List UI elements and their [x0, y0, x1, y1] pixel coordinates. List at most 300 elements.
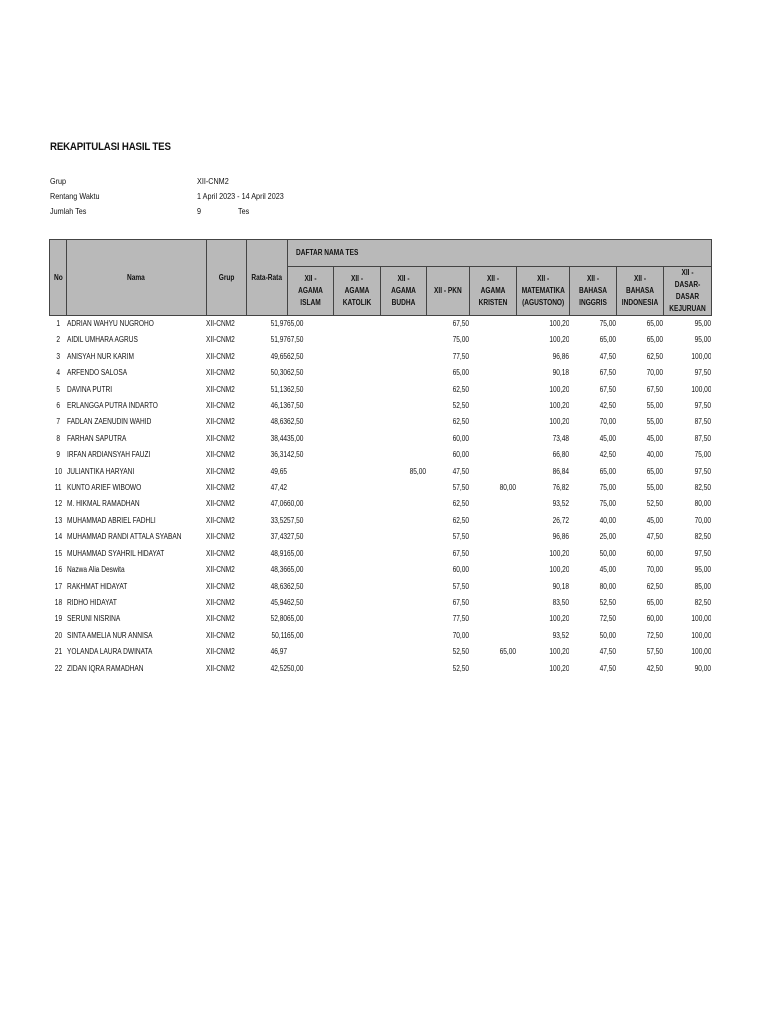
cell-bahasa-indonesia: 55,00: [646, 417, 664, 427]
cell-agama-kristen: [469, 349, 516, 365]
cell-agama-islam: 42,50: [287, 450, 304, 460]
cell-matematika: 100,20: [549, 565, 570, 575]
cell-grup: XII-CNM2: [206, 384, 235, 394]
cell-bahasa-indonesia: 45,00: [646, 515, 664, 525]
cell-agama-islam: 65,00: [287, 565, 304, 575]
cell-dasar-kejuruan: 95,00: [694, 319, 712, 328]
cell-rata: 36,31: [270, 450, 288, 460]
cell-rata: 48,63: [270, 581, 288, 591]
cell-agama-kristen: [469, 513, 516, 529]
cell-no: 21: [54, 647, 62, 657]
cell-grup: XII-CNM2: [206, 614, 235, 624]
table-row: [50, 480, 712, 496]
cell-agama-islam: 62,50: [287, 597, 304, 607]
cell-nama: FADLAN ZAENUDIN WAHID: [66, 417, 151, 427]
cell-dasar-kejuruan: 80,00: [694, 499, 712, 509]
cell-bahasa-indonesia: 65,00: [646, 335, 664, 345]
cell-agama-kristen: [469, 611, 516, 627]
cell-nama: RAKHMAT HIDAYAT: [66, 581, 127, 591]
cell-bahasa-inggris: 25,00: [599, 532, 617, 542]
cell-dasar-kejuruan: 97,50: [694, 466, 712, 476]
cell-pkn: 62,50: [452, 515, 470, 525]
cell-bahasa-indonesia: 52,50: [646, 499, 664, 509]
cell-agama-katolik: [333, 480, 380, 496]
cell-rata: 48,63: [270, 417, 288, 427]
table-row: [50, 431, 712, 447]
cell-no: 3: [56, 351, 60, 361]
cell-agama-islam: 67,50: [287, 401, 304, 411]
cell-pkn: 57,50: [452, 581, 470, 591]
cell-grup: XII-CNM2: [206, 565, 235, 575]
cell-bahasa-inggris: 65,00: [599, 335, 617, 345]
cell-dasar-kejuruan: 100,00: [691, 647, 712, 657]
cell-agama-kristen: [469, 562, 516, 578]
cell-agama-islam: 62,50: [287, 384, 304, 394]
cell-agama-budha: [380, 382, 426, 398]
cell-grup: XII-CNM2: [206, 597, 235, 607]
cell-agama-katolik: [333, 382, 380, 398]
table-row: [50, 628, 712, 644]
cell-matematika: 93,52: [552, 630, 570, 640]
cell-matematika: 26,72: [552, 515, 570, 525]
cell-nama: IRFAN ARDIANSYAH FAUZI: [66, 450, 150, 460]
cell-agama-kristen: [469, 529, 516, 545]
jumlah-label: Jumlah Tes: [50, 206, 87, 216]
cell-pkn: 70,00: [452, 630, 470, 640]
cell-no: 13: [54, 515, 62, 525]
table-row: [50, 611, 712, 627]
cell-agama-katolik: [333, 349, 380, 365]
cell-agama-kristen: [469, 661, 516, 677]
col-header-subject: XII - AGAMA BUDHA: [380, 267, 426, 316]
col-header-daftar: DAFTAR NAMA TES: [287, 240, 711, 267]
rentang-label: Rentang Waktu: [50, 191, 100, 201]
cell-bahasa-inggris: 75,00: [599, 319, 617, 328]
cell-rata: 51,13: [270, 384, 288, 394]
cell-agama-kristen: 80,00: [499, 483, 517, 493]
cell-rata: 47,06: [270, 499, 288, 509]
cell-nama: SERUNI NISRINA: [66, 614, 120, 624]
cell-no: 12: [54, 499, 62, 509]
table-row: [50, 447, 712, 463]
cell-agama-budha: [380, 316, 426, 333]
cell-pkn: 52,50: [452, 663, 470, 673]
cell-dasar-kejuruan: 82,50: [694, 532, 712, 542]
cell-agama-kristen: [469, 579, 516, 595]
cell-bahasa-indonesia: 62,50: [646, 351, 664, 361]
rentang-value: 1 April 2023 - 14 April 2023: [197, 191, 284, 201]
table-row: [50, 349, 712, 365]
cell-grup: XII-CNM2: [206, 548, 235, 558]
cell-rata: 46,97: [270, 647, 288, 657]
cell-agama-kristen: [469, 382, 516, 398]
table-row: [50, 365, 712, 381]
cell-grup: XII-CNM2: [206, 499, 235, 509]
cell-agama-katolik: [333, 398, 380, 414]
cell-agama-islam: 57,50: [287, 515, 304, 525]
col-header-subject: XII - AGAMA ISLAM: [287, 267, 333, 316]
cell-agama-kristen: 65,00: [499, 647, 517, 657]
cell-grup: XII-CNM2: [206, 581, 235, 591]
cell-bahasa-inggris: 72,50: [599, 614, 617, 624]
cell-agama-katolik: [333, 628, 380, 644]
cell-bahasa-indonesia: 60,00: [646, 614, 664, 624]
cell-grup: XII-CNM2: [206, 450, 235, 460]
cell-agama-katolik: [333, 464, 380, 480]
cell-no: 19: [54, 614, 62, 624]
cell-agama-budha: [380, 644, 426, 660]
cell-agama-budha: [380, 480, 426, 496]
cell-no: 5: [56, 384, 60, 394]
cell-agama-budha: 85,00: [409, 466, 427, 476]
cell-agama-kristen: [469, 496, 516, 512]
cell-bahasa-indonesia: 57,50: [646, 647, 664, 657]
cell-agama-budha: [380, 661, 426, 677]
cell-pkn: 57,50: [452, 483, 470, 493]
cell-agama-islam: 67,50: [287, 335, 304, 345]
cell-agama-islam: [287, 464, 333, 480]
cell-agama-budha: [380, 447, 426, 463]
cell-dasar-kejuruan: 100,00: [691, 630, 712, 640]
cell-no: 18: [54, 597, 62, 607]
cell-bahasa-indonesia: 62,50: [646, 581, 664, 591]
cell-bahasa-inggris: 50,00: [599, 630, 617, 640]
cell-agama-islam: 62,50: [287, 368, 304, 378]
cell-dasar-kejuruan: 82,50: [694, 483, 712, 493]
cell-grup: XII-CNM2: [206, 335, 235, 345]
cell-agama-katolik: [333, 316, 380, 333]
jumlah-value: 9: [197, 206, 202, 216]
cell-agama-kristen: [469, 464, 516, 480]
cell-agama-katolik: [333, 611, 380, 627]
cell-dasar-kejuruan: 100,00: [691, 351, 712, 361]
cell-agama-budha: [380, 529, 426, 545]
report-title: REKAPITULASI HASIL TES: [50, 141, 171, 153]
cell-matematika: 90,18: [552, 581, 570, 591]
cell-dasar-kejuruan: 97,50: [694, 368, 712, 378]
cell-nama: KUNTO ARIEF WIBOWO: [66, 483, 141, 493]
cell-bahasa-inggris: 40,00: [599, 515, 617, 525]
cell-grup: XII-CNM2: [206, 368, 235, 378]
table-row: [50, 382, 712, 398]
table-row: [50, 529, 712, 545]
cell-matematika: 100,20: [549, 417, 570, 427]
cell-bahasa-inggris: 42,50: [599, 450, 617, 460]
table-row: [50, 644, 712, 660]
cell-bahasa-inggris: 52,50: [599, 597, 617, 607]
col-header-rata: Rata-Rata: [246, 240, 287, 316]
cell-pkn: 52,50: [452, 647, 470, 657]
cell-no: 7: [56, 417, 60, 427]
cell-matematika: 100,20: [549, 614, 570, 624]
cell-bahasa-inggris: 75,00: [599, 483, 617, 493]
col-header-grup: Grup: [206, 240, 246, 316]
cell-agama-budha: [380, 398, 426, 414]
cell-pkn: 57,50: [452, 532, 470, 542]
cell-agama-katolik: [333, 431, 380, 447]
cell-agama-kristen: [469, 332, 516, 348]
cell-bahasa-indonesia: 60,00: [646, 548, 664, 558]
cell-dasar-kejuruan: 85,00: [694, 581, 712, 591]
cell-dasar-kejuruan: 100,00: [691, 614, 712, 624]
cell-bahasa-inggris: 45,00: [599, 433, 617, 443]
cell-bahasa-inggris: 80,00: [599, 581, 617, 591]
cell-bahasa-indonesia: 70,00: [646, 368, 664, 378]
cell-nama: MUHAMMAD RANDI ATTALA SYABAN: [66, 532, 181, 542]
cell-matematika: 66,80: [552, 450, 570, 460]
cell-no: 16: [54, 565, 62, 575]
cell-no: 22: [54, 663, 62, 673]
cell-grup: XII-CNM2: [206, 417, 235, 427]
cell-agama-katolik: [333, 661, 380, 677]
cell-bahasa-inggris: 45,00: [599, 565, 617, 575]
col-header-subject: XII - AGAMA KRISTEN: [469, 267, 516, 316]
cell-agama-budha: [380, 365, 426, 381]
cell-nama: FARHAN SAPUTRA: [66, 433, 126, 443]
grup-label: Grup: [50, 176, 67, 186]
cell-rata: 50,30: [270, 368, 288, 378]
cell-dasar-kejuruan: 82,50: [694, 597, 712, 607]
cell-no: 15: [54, 548, 62, 558]
col-header-subject: XII - DASAR-DASAR KEJURUAN: [663, 267, 711, 316]
cell-bahasa-indonesia: 45,00: [646, 433, 664, 443]
cell-grup: XII-CNM2: [206, 663, 235, 673]
cell-agama-katolik: [333, 562, 380, 578]
cell-no: 4: [56, 368, 60, 378]
cell-dasar-kejuruan: 75,00: [694, 450, 712, 460]
cell-grup: XII-CNM2: [206, 515, 235, 525]
cell-bahasa-indonesia: 42,50: [646, 663, 664, 673]
col-header-no: No: [50, 240, 67, 316]
table-row: [50, 579, 712, 595]
cell-dasar-kejuruan: 100,00: [691, 384, 712, 394]
cell-nama: MUHAMMAD ABRIEL FADHLI: [66, 515, 156, 525]
cell-agama-budha: [380, 431, 426, 447]
table-row: [50, 661, 712, 677]
cell-agama-islam: 65,00: [287, 548, 304, 558]
table-row: [50, 316, 712, 333]
cell-rata: 48,91: [270, 548, 288, 558]
table-row: [50, 595, 712, 611]
cell-agama-kristen: [469, 431, 516, 447]
cell-agama-budha: [380, 546, 426, 562]
cell-no: 20: [54, 630, 62, 640]
cell-matematika: 93,52: [552, 499, 570, 509]
cell-grup: XII-CNM2: [206, 319, 235, 328]
cell-agama-budha: [380, 513, 426, 529]
cell-grup: XII-CNM2: [206, 647, 235, 657]
cell-agama-kristen: [469, 447, 516, 463]
cell-no: 14: [54, 532, 62, 542]
cell-agama-islam: 62,50: [287, 581, 304, 591]
cell-agama-kristen: [469, 546, 516, 562]
col-header-nama: Nama: [67, 240, 207, 316]
cell-bahasa-indonesia: 65,00: [646, 466, 664, 476]
cell-agama-budha: [380, 628, 426, 644]
cell-agama-kristen: [469, 628, 516, 644]
cell-dasar-kejuruan: 87,50: [694, 417, 712, 427]
cell-agama-budha: [380, 579, 426, 595]
cell-agama-islam: 65,00: [287, 319, 304, 328]
cell-nama: MUHAMMAD SYAHRIL HIDAYAT: [66, 548, 164, 558]
table-row: [50, 414, 712, 430]
cell-matematika: 96,86: [552, 532, 570, 542]
cell-agama-budha: [380, 349, 426, 365]
cell-matematika: 100,20: [549, 335, 570, 345]
cell-agama-islam: 50,00: [287, 663, 304, 673]
cell-grup: XII-CNM2: [206, 401, 235, 411]
cell-grup: XII-CNM2: [206, 483, 235, 493]
cell-pkn: 67,50: [452, 548, 470, 558]
cell-nama: Nazwa Alia Deswita: [66, 565, 125, 575]
cell-no: 2: [56, 335, 60, 345]
cell-agama-islam: 60,00: [287, 499, 304, 509]
cell-nama: JULIANTIKA HARYANI: [66, 466, 134, 476]
col-header-subject: XII - BAHASA INGGRIS: [569, 267, 616, 316]
cell-agama-islam: 65,00: [287, 630, 304, 640]
cell-rata: 46,13: [270, 401, 288, 411]
cell-dasar-kejuruan: 95,00: [694, 335, 712, 345]
cell-pkn: 60,00: [452, 450, 470, 460]
cell-no: 8: [56, 433, 60, 443]
cell-bahasa-indonesia: 65,00: [646, 597, 664, 607]
table-row: [50, 562, 712, 578]
cell-nama: ARFENDO SALOSA: [66, 368, 127, 378]
cell-bahasa-indonesia: 65,00: [646, 319, 664, 328]
cell-bahasa-inggris: 47,50: [599, 351, 617, 361]
cell-pkn: 67,50: [452, 597, 470, 607]
cell-agama-kristen: [469, 398, 516, 414]
cell-nama: ERLANGGA PUTRA INDARTO: [66, 401, 158, 411]
cell-rata: 51,97: [270, 319, 288, 328]
cell-rata: 45,94: [270, 597, 288, 607]
cell-matematika: 100,20: [549, 401, 570, 411]
cell-rata: 48,36: [270, 565, 288, 575]
cell-rata: 49,65: [270, 351, 288, 361]
cell-no: 9: [56, 450, 60, 460]
cell-dasar-kejuruan: 95,00: [694, 565, 712, 575]
cell-nama: ANISYAH NUR KARIM: [66, 351, 134, 361]
cell-grup: XII-CNM2: [206, 433, 235, 443]
cell-nama: M. HIKMAL RAMADHAN: [66, 499, 140, 509]
cell-agama-budha: [380, 414, 426, 430]
cell-pkn: 67,50: [452, 319, 470, 328]
cell-agama-katolik: [333, 595, 380, 611]
cell-bahasa-indonesia: 55,00: [646, 401, 664, 411]
cell-agama-islam: [287, 644, 333, 660]
col-header-subject: XII - PKN: [426, 267, 469, 316]
table-row: [50, 496, 712, 512]
cell-rata: 51,97: [270, 335, 288, 345]
cell-dasar-kejuruan: 87,50: [694, 433, 712, 443]
col-header-subject: XII - BAHASA INDONESIA: [616, 267, 663, 316]
cell-rata: 52,80: [270, 614, 288, 624]
cell-matematika: 83,50: [552, 597, 570, 607]
cell-nama: ADRIAN WAHYU NUGROHO: [66, 319, 154, 328]
cell-bahasa-indonesia: 55,00: [646, 483, 664, 493]
cell-rata: 42,52: [270, 663, 288, 673]
table-row: [50, 546, 712, 562]
cell-agama-kristen: [469, 414, 516, 430]
cell-agama-islam: 27,50: [287, 532, 304, 542]
table-row: [50, 332, 712, 348]
cell-bahasa-inggris: 67,50: [599, 384, 617, 394]
cell-bahasa-indonesia: 40,00: [646, 450, 664, 460]
results-body: [50, 316, 712, 677]
cell-grup: XII-CNM2: [206, 630, 235, 640]
cell-no: 1: [56, 319, 60, 328]
cell-bahasa-inggris: 70,00: [599, 417, 617, 427]
cell-agama-islam: 65,00: [287, 614, 304, 624]
cell-rata: 38,44: [270, 433, 288, 443]
cell-bahasa-inggris: 50,00: [599, 548, 617, 558]
cell-pkn: 60,00: [452, 433, 470, 443]
cell-dasar-kejuruan: 97,50: [694, 548, 712, 558]
table-row: [50, 513, 712, 529]
cell-matematika: 100,20: [549, 647, 570, 657]
cell-pkn: 77,50: [452, 614, 470, 624]
cell-matematika: 100,20: [549, 663, 570, 673]
col-header-subject: XII - MATEMATIKA (AGUSTONO): [516, 267, 569, 316]
cell-bahasa-inggris: 65,00: [599, 466, 617, 476]
cell-rata: 37,43: [270, 532, 288, 542]
col-header-subject: XII - AGAMA KATOLIK: [333, 267, 380, 316]
cell-agama-kristen: [469, 316, 516, 333]
cell-nama: DAVINA PUTRI: [66, 384, 112, 394]
cell-agama-islam: 62,50: [287, 417, 304, 427]
cell-matematika: 76,82: [552, 483, 570, 493]
cell-nama: ZIDAN IQRA RAMADHAN: [66, 663, 144, 673]
cell-nama: SINTA AMELIA NUR ANNISA: [66, 630, 153, 640]
cell-grup: XII-CNM2: [206, 351, 235, 361]
cell-agama-budha: [380, 562, 426, 578]
cell-grup: XII-CNM2: [206, 466, 235, 476]
grup-value: XII-CNM2: [197, 176, 229, 186]
cell-pkn: 47,50: [452, 466, 470, 476]
cell-matematika: 100,20: [549, 384, 570, 394]
table-row: [50, 398, 712, 414]
table-row: [50, 464, 712, 480]
cell-matematika: 100,20: [549, 548, 570, 558]
cell-matematika: 86,84: [552, 466, 570, 476]
results-table: [49, 239, 712, 677]
cell-matematika: 96,86: [552, 351, 570, 361]
cell-agama-katolik: [333, 414, 380, 430]
cell-rata: 47,42: [270, 483, 288, 493]
cell-pkn: 65,00: [452, 368, 470, 378]
cell-agama-katolik: [333, 365, 380, 381]
cell-nama: AIDIL UMHARA AGRUS: [66, 335, 138, 345]
cell-agama-katolik: [333, 644, 380, 660]
cell-no: 11: [54, 483, 62, 493]
cell-dasar-kejuruan: 90,00: [694, 663, 712, 673]
cell-agama-budha: [380, 611, 426, 627]
cell-bahasa-indonesia: 47,50: [646, 532, 664, 542]
cell-bahasa-indonesia: 72,50: [646, 630, 664, 640]
header-row-top: [50, 240, 712, 267]
jumlah-unit: Tes: [238, 206, 250, 216]
cell-agama-budha: [380, 595, 426, 611]
cell-pkn: 77,50: [452, 351, 470, 361]
cell-pkn: 60,00: [452, 565, 470, 575]
cell-agama-katolik: [333, 496, 380, 512]
cell-rata: 49,65: [270, 466, 288, 476]
cell-agama-katolik: [333, 546, 380, 562]
cell-bahasa-inggris: 42,50: [599, 401, 617, 411]
cell-pkn: 52,50: [452, 401, 470, 411]
cell-matematika: 73,48: [552, 433, 570, 443]
cell-pkn: 62,50: [452, 499, 470, 509]
